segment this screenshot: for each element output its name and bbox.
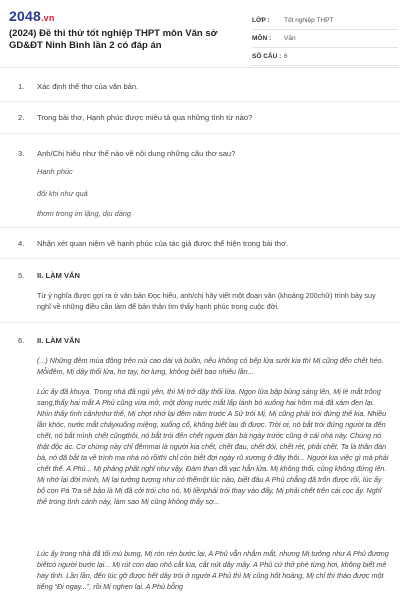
separator [0,322,400,323]
header-divider [0,67,400,68]
excerpt-paragraph: Lúc ấy trong nhà đã tối mù bưng, Mị rón rén bước lại, A Phủ vẫn nhắm mắt, nhưng Mị tưởng như A Phủ đương biếtcó người bước lại... Mị rút con dao nhỏ cắt lúa, cắt nút dây mây. A Phủ cứ thở phè từng hơi, không biết mê hay tỉnh. Lần lần, đến lúc gỡ được hết dây trói ở người A Phủ thì Mị cũng hốt hoảng, Mị chỉ thì thào được một tiếng “Đi ngay...”, rồi Mị nghẹn lại. A Phủ bỗng [37,549,389,591]
separator [0,133,400,134]
poem-line: thơm trong im lặng, dịu dàng [37,209,132,218]
question-number: 1. [18,82,25,91]
meta-key: MÔN : [252,35,272,42]
question-number: 3. [18,149,25,158]
question-text: Trong bài thơ, Hạnh phúc được miêu tả qua những tình từ nào? [37,113,253,122]
poem-line: đôi khi như quả [37,189,88,198]
meta-value: 6 [284,53,288,60]
header [0,0,400,62]
question-text: Xác định thể thơ của văn bản. [37,82,139,91]
question-text: Anh/Chị hiểu như thế nào về nội dung những câu thơ sau? [37,149,236,158]
meta-row-subject [252,30,398,48]
excerpt-paragraph: Lúc ấy đã khuya. Trong nhà đã ngủ yên, thì Mị trở dậy thổi lửa. Ngọn lửa bập bùng sáng lên, Mị lé mắt trông sang,thấy hai mắt A Phủ cũng vừa mở, một dòng nước mắt lấp lánh bò xuống hai hõm má đã xám đen lại. Nhìn thấy tình cảnhnhư thế, Mị chợt nhớ lại đêm năm trước A Sử trói Mị, Mị cũng phải trói đứng thế kia. Nhiều lần khóc, nước mắt chảyxuống miệng, xuống cổ, không biết lau đi được. Trời ơi, nó bắt trói đứng người ta đến chết, nó bắt mình chết cũngthôi, nó bắt trói đến chết người đàn bà ngày trước cũng ở cái nhà này. Chúng nó thật độc ác. Cơ chừng này chỉ đêmmai là người kia chết, chết đau, chết đói, chết rét, phải chết. Ta là thân đàn bà, nó đã bắt ta về trình ma nhà nó rồithì chỉ còn biết đợi ngày rũ xương ở đây thôi... Người kia việc gì mà phải chết thế. A Phủ... Mị phảng phất nghĩ như vậy. Đám than đã vạc hẳn lửa. Mị không thổi, cũng không đứng lên. Mị nhớ lại đời mình, Mị lại tưởng tượng như có thểmột lúc nào, biết đâu A Phủ chẳng đã trốn được rồi, lúc ấy bố con Pá Tra sẽ bảo là Mị đã cởi trói cho nó, Mị liềnphải trói thay vào đấy, Mị phải chết trên cái cọc ấy. Nghĩ thế trong tình cảnh này, làm sao Mị cũng không thấy sợ... [37,387,389,506]
page-title: (2024) Đề thi thử tốt nghiệp THPT môn Văn sở GD&ĐT Ninh Bình lần 2 có đáp án [9,28,218,51]
meta-key: LỚP : [252,17,270,24]
question-number: 5. [18,271,25,280]
question-number: 6. [18,336,25,345]
separator [0,258,400,259]
section-heading: II. LÀM VĂN [37,271,81,280]
meta-row-class [252,12,398,30]
logo-suffix: .vn [40,13,55,23]
question-paragraph: Từ ý nghĩa được gợi ra ở văn bản Đọc hiểu, anh/chị hãy viết một đoạn văn (khoảng 200chữ) trình bày suy nghĩ về những điều cần làm để bản thân tìm thấy hạnh phúc trong cuộc đời. [37,291,376,311]
separator [0,101,400,102]
exam-meta-table [252,12,398,66]
site-logo[interactable] [9,8,55,24]
poem-line: Hạnh phúc [37,167,73,176]
excerpt-paragraph: (...) Những đêm mùa đông trên núi cao dài và buồn, nếu không có bếp lửa sưởi kia thì Mị cũng đến chết héo. Mỗiđêm, Mị dậy thổi lửa, hơ tay, hơ lưng, không biết bao nhiêu lần... [37,356,384,376]
question-text: Nhận xét quan niệm về hạnh phúc của tác giả được thể hiện trong bài thơ. [37,239,289,248]
section-heading: II. LÀM VĂN [37,336,81,345]
separator [0,227,400,228]
meta-value: Văn [284,35,296,42]
meta-value: Tốt nghiệp THPT [284,17,334,24]
question-number: 4. [18,239,25,248]
logo-number: 2048 [9,8,41,24]
meta-row-count [252,48,398,66]
meta-key: SỐ CÂU : [252,53,282,60]
question-number: 2. [18,113,25,122]
